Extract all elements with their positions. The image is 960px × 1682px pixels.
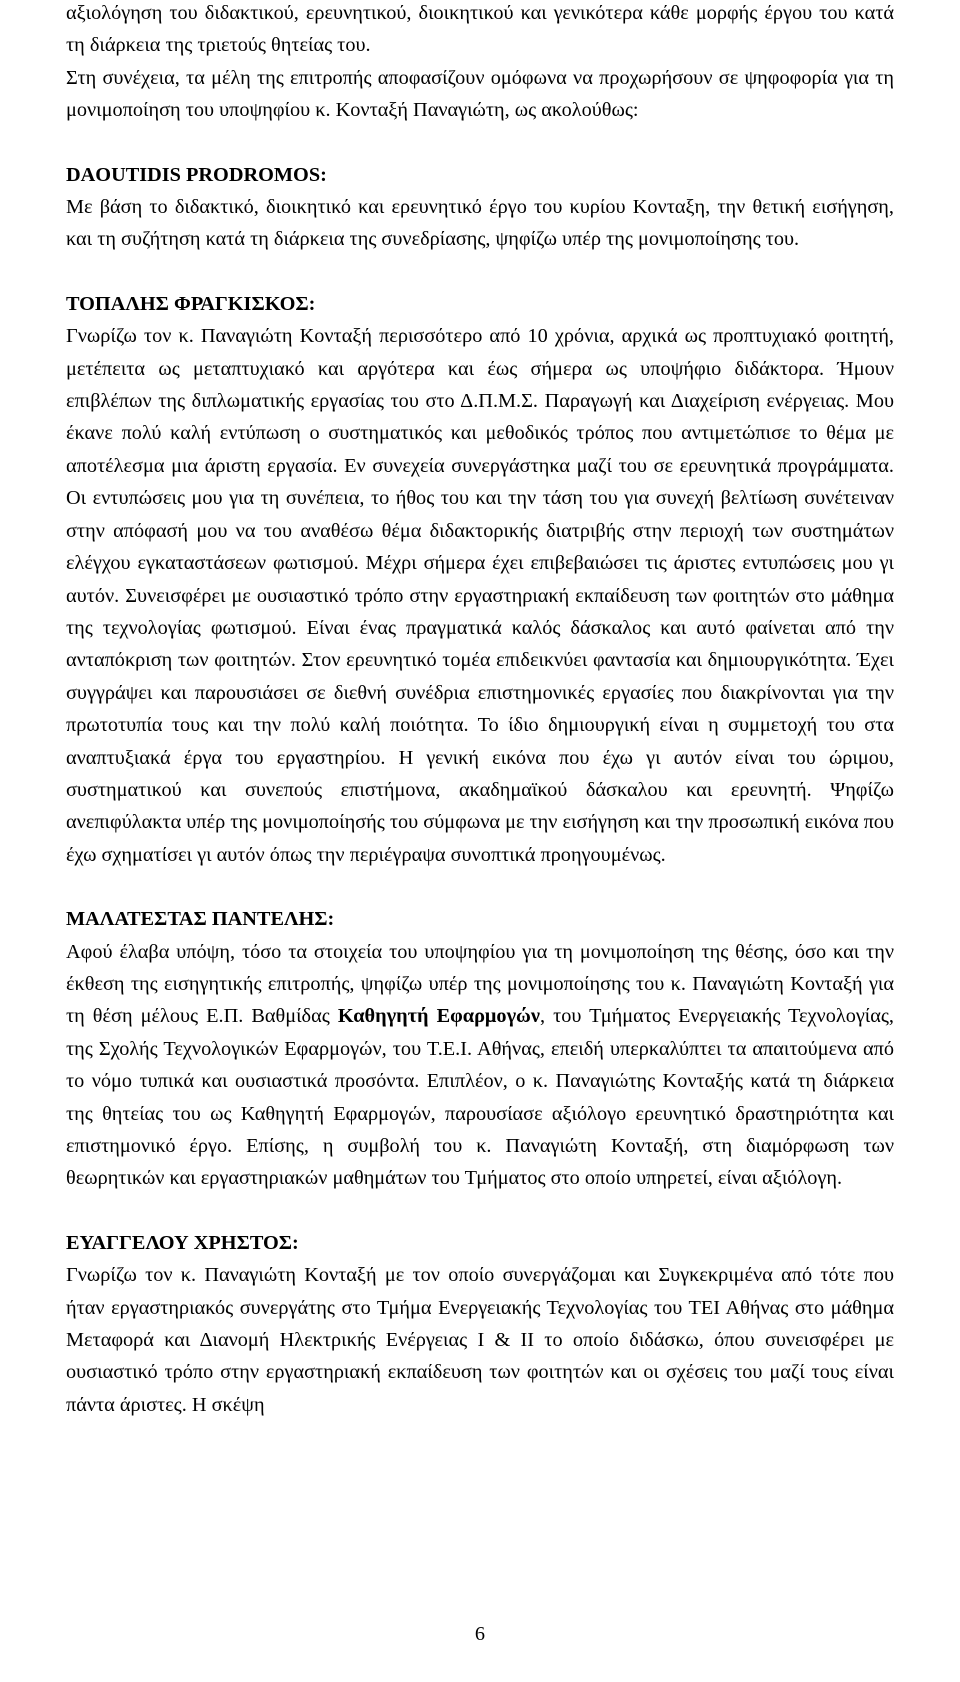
speaker-name: ΤΟΠΑΛΗΣ ΦΡΑΓΚΙΣΚΟΣ: <box>66 292 316 315</box>
statement-text <box>66 936 894 1195</box>
statement-text: Με βάση το διδακτικό, διοικητικό και ερευνητικό έργο του κυρίου Κονταξη, την θετική εισήγηση, και τη συζήτηση κατά τη διάρκεια της συνεδρίασης, ψηφίζω υπέρ της μονιμοποίησης του. <box>66 196 894 251</box>
statement-text: Γνωρίζω τον κ. Παναγιώτη Κονταξή με τον οποίο συνεργάζομαι και Συγκεκριμένα από τότε που ήταν εργαστηριακός συνεργάτης στο Τμήμα Ενεργειακής Τεχνολογίας του ΤΕΙ Αθήνας στο μάθημα Μεταφορά και Διανομή Ηλεκτρικής Ενέργειας Ι & ΙΙ το οποίο διδάσκω, όπου συνεισφέρει με ουσιαστικό τρόπο στην εργαστηριακή εκπαίδευση των φοιτητών και οι σχέσεις του μαζί τους είναι πάντα άριστες. Η σκέψη <box>66 1264 894 1416</box>
intro-paragraph-1: αξιολόγηση του διδακτικού, ερευνητικού, διοικητικού και γενικότερα κάθε μορφής έργου του κατά τη διάρκεια της τριετούς θητείας του. <box>66 2 894 57</box>
statement-topalis <box>66 288 894 871</box>
statement-text: Γνωρίζω τον κ. Παναγιώτη Κονταξή περισσότερο από 10 χρόνια, αρχικά ως προπτυχιακό φοιτητή, μετέπειτα ως μεταπτυχιακό και αργότερα και έως σήμερα ως υποψήφιο διδάκτορα. Ήμουν επιβλέπων της διπλωματικής εργασίας του στο Δ.Π.Μ.Σ. Παραγωγή και Διαχείριση ενέργειας. Μου έκανε πολύ καλή εντύπωση ο συστηματικός και μεθοδικός τρόπος που αντιμετώπισε το θέμα με αποτέλεσμα μια άριστη εργασία. Εν συνεχεία συνεργάστηκα μαζί του σε ερευνητικά προγράμματα. Οι εντυπώσεις μου για τη συνέπεια, το ήθος του και την τάση του για συνεχή βελτίωση συνέτειναν στην απόφασή μου να του αναθέσω θέμα διδακτορικής διατριβής στην περιοχή των συστημάτων ελέγχου εγκαταστάσεων φωτισμού. Μέχρι σήμερα έχει επιβεβαιώσει τις άριστες εντυπώσεις μου γι αυτόν. Συνεισφέρει με ουσιαστικό τρόπο στην εργαστηριακή εκπαίδευση των φοιτητών στο μάθημα της τεχνολογίας φωτισμού. Είναι ένας πραγματικά καλός δάσκαλος και αυτό φαίνεται από την ανταπόκριση των φοιτητών. Στον ερευνητικό τομέα επιδεικνύει φαντασία και δημιουργικότητα. Έχει συγγράψει και παρουσιάσει σε διεθνή συνέδρια επιστημονικές εργασίες που διακρίνονται για την πρωτοτυπία τους και την πολύ καλή ποιότητα. Το ίδιο δημιουργική είναι η συμμετοχή του στα αναπτυξιακά έργα του εργαστηρίου. Η γενική εικόνα που έχω γι αυτόν είναι του ώριμου, συστηματικού και συνεπούς επιστήμονα, ακαδημαϊκού δάσκαλου και ερευνητή. Ψηφίζω ανεπιφύλακτα υπέρ της μονιμοποίησής του σύμφωνα με την εισήγηση και την προσωπική εικόνα που έχω σχηματίσει γι αυτόν όπως την περιέγραψα συνοπτικά προηγουμένως. <box>66 325 894 866</box>
statement-text-part: Αφού έλαβα υπόψη, τόσο τα στοιχεία του υποψηφίου για τη μονιμοποίηση της θέσης, όσο και την έκθεση της εισηγητικής επιτροπής, ψηφίζω υπέρ της μονιμοποίησης του κ. Παναγιώτη Κονταξή για τη θέση μέλους Ε.Π. Βαθμίδας <box>66 940 894 1028</box>
intro-paragraph-2: Στη συνέχεια, τα μέλη της επιτροπής αποφασίζουν ομόφωνα να προχωρήσουν σε ψηφοφορία για τη μονιμοποίηση του υποψηφίου κ. Κονταξή Παναγιώτη, ως ακολούθως: <box>66 66 894 122</box>
position-title: Καθηγητή Εφαρμογών <box>337 1005 540 1028</box>
statement-text-part: , του Τμήματος Ενεργειακής Τεχνολογίας, της Σχολής Τεχνολογικών Εφαρμογών, του Τ.Ε.Ι. Αθήνας, επειδή υπερκαλύπτει τα απαιτούμενα από το νόμο τυπικά και ουσιαστικά προσόντα. Επιπλέον, ο κ. Παναγιώτης Κονταξής κατά τη διάρκεια της θητείας του ως Καθηγητή Εφαρμογών, παρουσίασε αξιόλογο ερευνητικό δραστηριότητα και επιστημονικό έργο. Επίσης, η συμβολή του κ. Παναγιώτη Κονταξή, στη διαμόρφωση των θεωρητικών και εργαστηριακών μαθημάτων του Τμήματος στο οποίο υπηρετεί, είναι αξιόλογη. <box>66 1005 894 1190</box>
statement-daoutidis <box>66 159 894 256</box>
statement-evangelou <box>66 1227 894 1421</box>
speaker-name: ΕΥΑΓΓΕΛΟΥ ΧΡΗΣΤΟΣ: <box>66 1231 299 1254</box>
speaker-name: ΜΑΛΑΤΕΣΤΑΣ ΠΑΝΤΕΛΗΣ: <box>66 908 335 931</box>
page-number: 6 <box>474 1623 486 1645</box>
statement-malatestas <box>66 903 894 1195</box>
speaker-name: DAOUTIDIS PRODROMOS: <box>66 163 327 186</box>
